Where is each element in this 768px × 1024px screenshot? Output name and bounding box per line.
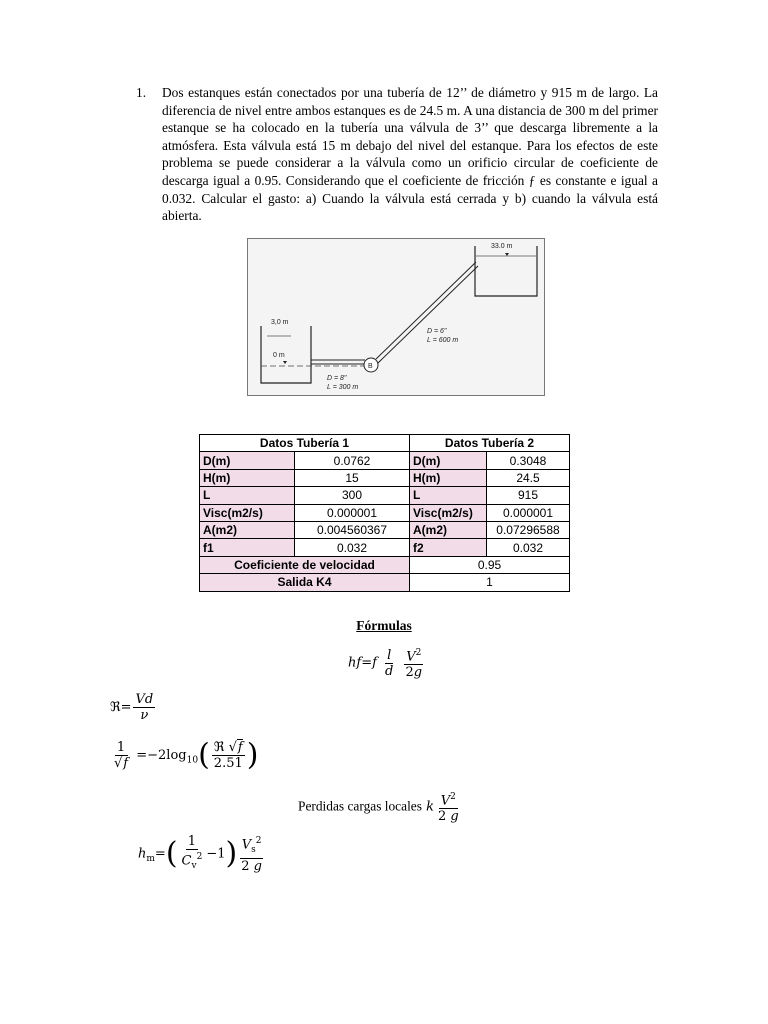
table-row <box>200 521 570 538</box>
valve-loss-formula: $h_m=$( $\frac{1}{C_v^2}$ −1) $\frac{V_s^2}{2 g}$ <box>138 834 262 874</box>
row-value: 0.07296588 <box>487 521 570 538</box>
row-label: f2 <box>410 539 487 556</box>
header-pipe-2: Datos Tubería 2 <box>410 435 570 452</box>
row-value: 0.0762 <box>295 452 410 469</box>
pipe2-length-label: L = 600 m <box>427 337 459 344</box>
problem-text: Dos estanques están conectados por una tubería de 12’’ de diámetro y 915 m de largo. La diferencia de nivel entre ambos estanques es de 24.5 m. A una distancia de 300 m del primer estanque se ha colocado en la tubería una válvula de 3’’ que descarga libremente a la atmósfera. Esta válvula está 15 m debajo del nivel del estanque. Para los efectos de este problema se puede considerar a la válvula como un orificio circular de coeficiente de descarga igual a 0.95. Considerando que el coeficiente de fricción ƒ es constante e igual a 0.032. Calcular el gasto: a) Cuando la válvula está cerrada y b) cuando la válvula está abierta. <box>162 85 658 224</box>
formulas-title: Fórmulas <box>356 618 412 633</box>
table-row <box>200 556 570 573</box>
row-value: 0.004560367 <box>295 521 410 538</box>
table-row <box>200 487 570 504</box>
left-bottom-level-label: 0 m <box>273 352 285 359</box>
pipe1-length-label: L = 300 m <box>327 384 359 391</box>
row-label: Visc(m2/s) <box>410 504 487 521</box>
table-row <box>200 469 570 486</box>
row-label: L <box>200 487 295 504</box>
row-label: A(m2) <box>200 521 295 538</box>
row-label: H(m) <box>410 469 487 486</box>
row-value: 0.032 <box>487 539 570 556</box>
velocity-coef-value: 0.95 <box>410 556 570 573</box>
row-value: 15 <box>295 469 410 486</box>
local-losses-label: Perdidas cargas locales <box>298 798 422 814</box>
header-pipe-1: Datos Tubería 1 <box>200 435 410 452</box>
table-row <box>200 452 570 469</box>
pipe-system-figure <box>247 238 545 396</box>
row-value: 24.5 <box>487 469 570 486</box>
row-label: f1 <box>200 539 295 556</box>
colebrook-formula: $\frac{1}{√f}$ $=-2\log_{10}$( $\frac{\text{ℜ √f}}{2.51}$ ) <box>114 737 259 773</box>
exit-k4-label: Salida K4 <box>200 574 410 591</box>
row-label: A(m2) <box>410 521 487 538</box>
row-label: H(m) <box>200 469 295 486</box>
table-header-row <box>200 435 570 452</box>
row-value: 300 <box>295 487 410 504</box>
problem-number: 1. <box>136 85 147 100</box>
row-value: 0.000001 <box>487 504 570 521</box>
pipe2-diameter-label: D = 6" <box>427 328 447 335</box>
row-value: 0.032 <box>295 539 410 556</box>
table-row <box>200 504 570 521</box>
local-losses-formula: Perdidas cargas locales k $\frac{V^2}{2 g}$ <box>298 792 459 825</box>
reynolds-formula: ℜ= $\frac{Vd}{\nu}$ <box>110 692 154 723</box>
table-row <box>200 574 570 591</box>
table-row <box>200 539 570 556</box>
pipe1-diameter-label: D = 8" <box>327 375 347 382</box>
velocity-coef-label: Coeficiente de velocidad <box>200 556 410 573</box>
valve-label: B <box>368 363 373 370</box>
problem-statement <box>136 84 658 225</box>
row-value: 915 <box>487 487 570 504</box>
row-label: D(m) <box>410 452 487 469</box>
exit-k4-value: 1 <box>410 574 570 591</box>
head-loss-formula: hf=f $\frac{l}{d}$ $\frac{V^2}{2g}$ <box>348 647 423 681</box>
left-top-level-label: 3,0 m <box>271 319 289 326</box>
row-label: L <box>410 487 487 504</box>
row-label: D(m) <box>200 452 295 469</box>
data-table <box>199 434 570 592</box>
row-value: 0.3048 <box>487 452 570 469</box>
row-value: 0.000001 <box>295 504 410 521</box>
row-label: Visc(m2/s) <box>200 504 295 521</box>
upper-level-label: 33.0 m <box>491 243 513 250</box>
